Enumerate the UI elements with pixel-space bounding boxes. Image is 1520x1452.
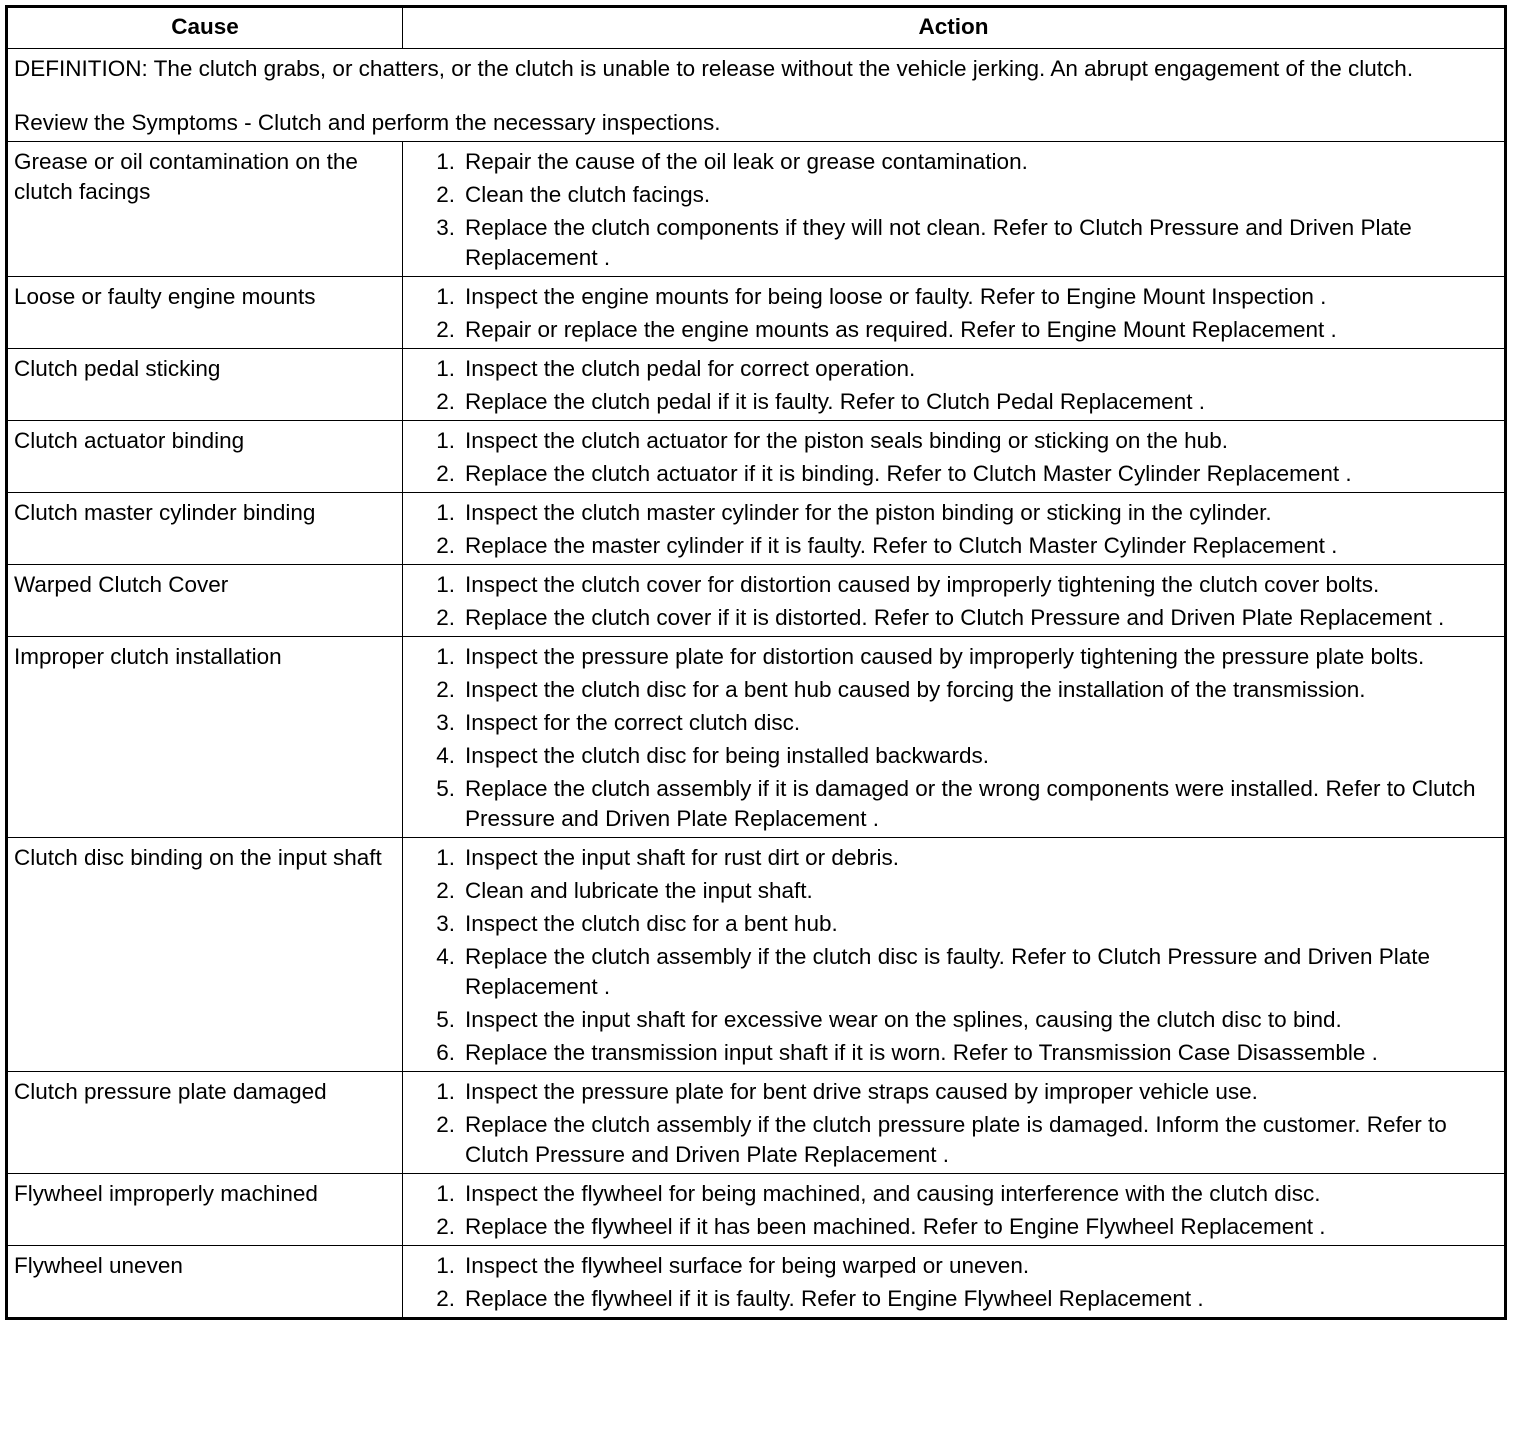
step-text: Inspect the pressure plate for distortion caused by improperly tightening the pressure plate bolts. bbox=[465, 644, 1425, 669]
step-number: 3. bbox=[436, 215, 455, 240]
table-row bbox=[7, 1246, 1506, 1319]
step-text: Repair the cause of the oil leak or grease contamination. bbox=[465, 149, 1028, 174]
cause-cell: Clutch pedal sticking bbox=[7, 349, 403, 421]
table-row bbox=[7, 1072, 1506, 1174]
table-row bbox=[7, 565, 1506, 637]
action-step bbox=[423, 1038, 1498, 1068]
action-step bbox=[423, 354, 1498, 384]
action-cell bbox=[403, 838, 1506, 1072]
action-step bbox=[423, 282, 1498, 312]
action-steps-list bbox=[409, 282, 1498, 345]
step-number: 1. bbox=[436, 284, 455, 309]
step-number: 2. bbox=[436, 677, 455, 702]
action-cell bbox=[403, 493, 1506, 565]
step-text: Replace the clutch actuator if it is binding. Refer to Clutch Master Cylinder Replacement . bbox=[465, 461, 1352, 486]
action-step bbox=[423, 708, 1498, 738]
action-cell bbox=[403, 277, 1506, 349]
header-action: Action bbox=[403, 7, 1506, 49]
table-row bbox=[7, 838, 1506, 1072]
action-cell bbox=[403, 1246, 1506, 1319]
step-text: Replace the flywheel if it has been machined. Refer to Engine Flywheel Replacement . bbox=[465, 1214, 1326, 1239]
action-step bbox=[423, 1005, 1498, 1035]
diagnostic-table-container bbox=[5, 5, 1507, 1320]
action-steps-list bbox=[409, 843, 1498, 1068]
step-number: 1. bbox=[436, 500, 455, 525]
table-row bbox=[7, 349, 1506, 421]
step-text: Replace the clutch pedal if it is faulty. Refer to Clutch Pedal Replacement . bbox=[465, 389, 1205, 414]
action-step bbox=[423, 603, 1498, 633]
step-number: 5. bbox=[436, 1007, 455, 1032]
action-step bbox=[423, 1179, 1498, 1209]
cause-cell: Flywheel improperly machined bbox=[7, 1174, 403, 1246]
table-row bbox=[7, 493, 1506, 565]
action-steps-list bbox=[409, 1077, 1498, 1170]
step-text: Clean and lubricate the input shaft. bbox=[465, 878, 813, 903]
step-number: 1. bbox=[436, 356, 455, 381]
table-row bbox=[7, 1174, 1506, 1246]
step-number: 1. bbox=[436, 1079, 455, 1104]
step-text: Inspect for the correct clutch disc. bbox=[465, 710, 801, 735]
step-number: 4. bbox=[436, 743, 455, 768]
action-step bbox=[423, 1284, 1498, 1314]
definition-cell bbox=[7, 49, 1506, 142]
step-number: 2. bbox=[436, 1214, 455, 1239]
action-cell bbox=[403, 142, 1506, 277]
cause-cell: Clutch master cylinder binding bbox=[7, 493, 403, 565]
action-step bbox=[423, 741, 1498, 771]
step-text: Replace the clutch assembly if the clutch pressure plate is damaged. Inform the customer. Refer to Clutch Pressure and Driven Plate Replacement . bbox=[465, 1112, 1447, 1167]
cause-cell: Flywheel uneven bbox=[7, 1246, 403, 1319]
step-text: Replace the clutch assembly if the clutch disc is faulty. Refer to Clutch Pressure and Driven Plate Replacement . bbox=[465, 944, 1431, 999]
action-steps-list bbox=[409, 570, 1498, 633]
step-text: Replace the flywheel if it is faulty. Refer to Engine Flywheel Replacement . bbox=[465, 1286, 1204, 1311]
cause-cell: Clutch actuator binding bbox=[7, 421, 403, 493]
cause-cell: Improper clutch installation bbox=[7, 637, 403, 838]
action-step bbox=[423, 180, 1498, 210]
step-text: Inspect the flywheel for being machined, and causing interference with the clutch disc. bbox=[465, 1181, 1321, 1206]
action-steps-list bbox=[409, 147, 1498, 273]
step-number: 2. bbox=[436, 605, 455, 630]
step-text: Inspect the flywheel surface for being warped or uneven. bbox=[465, 1253, 1030, 1278]
action-step bbox=[423, 909, 1498, 939]
action-step bbox=[423, 876, 1498, 906]
action-step bbox=[423, 459, 1498, 489]
action-step bbox=[423, 843, 1498, 873]
action-step bbox=[423, 498, 1498, 528]
step-text: Inspect the input shaft for excessive wear on the splines, causing the clutch disc to bind. bbox=[465, 1007, 1342, 1032]
action-steps-list bbox=[409, 498, 1498, 561]
definition-note: Review the Symptoms - Clutch and perform the necessary inspections. bbox=[14, 110, 721, 135]
step-text: Repair or replace the engine mounts as required. Refer to Engine Mount Replacement . bbox=[465, 317, 1337, 342]
table-body bbox=[7, 49, 1506, 1319]
action-step bbox=[423, 426, 1498, 456]
header-row bbox=[7, 7, 1506, 49]
action-cell bbox=[403, 565, 1506, 637]
step-text: Replace the clutch components if they will not clean. Refer to Clutch Pressure and Driven Plate Replacement . bbox=[465, 215, 1412, 270]
step-text: Inspect the engine mounts for being loose or faulty. Refer to Engine Mount Inspection . bbox=[465, 284, 1327, 309]
step-text: Inspect the clutch disc for a bent hub caused by forcing the installation of the transmission. bbox=[465, 677, 1366, 702]
action-steps-list bbox=[409, 354, 1498, 417]
step-text: Replace the clutch cover if it is distorted. Refer to Clutch Pressure and Driven Plate Replacement . bbox=[465, 605, 1445, 630]
step-text: Inspect the clutch pedal for correct operation. bbox=[465, 356, 916, 381]
action-step bbox=[423, 387, 1498, 417]
action-cell bbox=[403, 637, 1506, 838]
step-number: 3. bbox=[436, 710, 455, 735]
step-number: 2. bbox=[436, 182, 455, 207]
action-step bbox=[423, 147, 1498, 177]
cause-cell: Clutch disc binding on the input shaft bbox=[7, 838, 403, 1072]
step-number: 1. bbox=[436, 428, 455, 453]
step-text: Inspect the pressure plate for bent drive straps caused by improper vehicle use. bbox=[465, 1079, 1258, 1104]
step-number: 2. bbox=[436, 878, 455, 903]
step-number: 5. bbox=[436, 776, 455, 801]
step-text: Replace the master cylinder if it is faulty. Refer to Clutch Master Cylinder Replacement . bbox=[465, 533, 1338, 558]
step-text: Inspect the clutch disc for being installed backwards. bbox=[465, 743, 990, 768]
action-step bbox=[423, 942, 1498, 1002]
step-text: Inspect the input shaft for rust dirt or debris. bbox=[465, 845, 899, 870]
action-cell bbox=[403, 1072, 1506, 1174]
step-text: Clean the clutch facings. bbox=[465, 182, 711, 207]
action-step bbox=[423, 1251, 1498, 1281]
action-step bbox=[423, 675, 1498, 705]
step-text: Inspect the clutch disc for a bent hub. bbox=[465, 911, 838, 936]
action-steps-list bbox=[409, 1251, 1498, 1314]
step-number: 1. bbox=[436, 845, 455, 870]
action-step bbox=[423, 213, 1498, 273]
step-number: 1. bbox=[436, 1253, 455, 1278]
action-cell bbox=[403, 421, 1506, 493]
cause-cell: Clutch pressure plate damaged bbox=[7, 1072, 403, 1174]
action-cell bbox=[403, 1174, 1506, 1246]
step-number: 1. bbox=[436, 1181, 455, 1206]
step-text: Replace the clutch assembly if it is damaged or the wrong components were installed. Refer to Clutch Pressure and Driven Plate Replacement . bbox=[465, 776, 1476, 831]
step-number: 2. bbox=[436, 461, 455, 486]
diagnostic-table bbox=[5, 5, 1507, 1320]
step-number: 2. bbox=[436, 533, 455, 558]
action-step bbox=[423, 531, 1498, 561]
action-step bbox=[423, 1212, 1498, 1242]
step-number: 2. bbox=[436, 317, 455, 342]
definition-row bbox=[7, 49, 1506, 142]
step-number: 1. bbox=[436, 644, 455, 669]
step-number: 6. bbox=[436, 1040, 455, 1065]
action-step bbox=[423, 642, 1498, 672]
action-steps-list bbox=[409, 426, 1498, 489]
header-cause: Cause bbox=[7, 7, 403, 49]
step-text: Inspect the clutch actuator for the piston seals binding or sticking on the hub. bbox=[465, 428, 1228, 453]
cause-cell: Grease or oil contamination on the clutch facings bbox=[7, 142, 403, 277]
table-row bbox=[7, 277, 1506, 349]
step-number: 1. bbox=[436, 572, 455, 597]
step-text: Replace the transmission input shaft if it is worn. Refer to Transmission Case Disassemble . bbox=[465, 1040, 1378, 1065]
step-number: 4. bbox=[436, 944, 455, 969]
step-number: 2. bbox=[436, 1112, 455, 1137]
action-step bbox=[423, 1077, 1498, 1107]
action-step bbox=[423, 1110, 1498, 1170]
table-row bbox=[7, 637, 1506, 838]
cause-cell: Loose or faulty engine mounts bbox=[7, 277, 403, 349]
action-cell bbox=[403, 349, 1506, 421]
table-row bbox=[7, 142, 1506, 277]
action-steps-list bbox=[409, 642, 1498, 834]
definition-text: DEFINITION: The clutch grabs, or chatters, or the clutch is unable to release without the vehicle jerking. An abrupt engagement of the clutch. bbox=[14, 56, 1414, 81]
step-number: 2. bbox=[436, 389, 455, 414]
step-number: 1. bbox=[436, 149, 455, 174]
action-steps-list bbox=[409, 1179, 1498, 1242]
step-number: 3. bbox=[436, 911, 455, 936]
action-step bbox=[423, 315, 1498, 345]
table-row bbox=[7, 421, 1506, 493]
step-number: 2. bbox=[436, 1286, 455, 1311]
step-text: Inspect the clutch cover for distortion caused by improperly tightening the clutch cover bolts. bbox=[465, 572, 1380, 597]
step-text: Inspect the clutch master cylinder for the piston binding or sticking in the cylinder. bbox=[465, 500, 1272, 525]
cause-cell: Warped Clutch Cover bbox=[7, 565, 403, 637]
action-step bbox=[423, 570, 1498, 600]
action-step bbox=[423, 774, 1498, 834]
